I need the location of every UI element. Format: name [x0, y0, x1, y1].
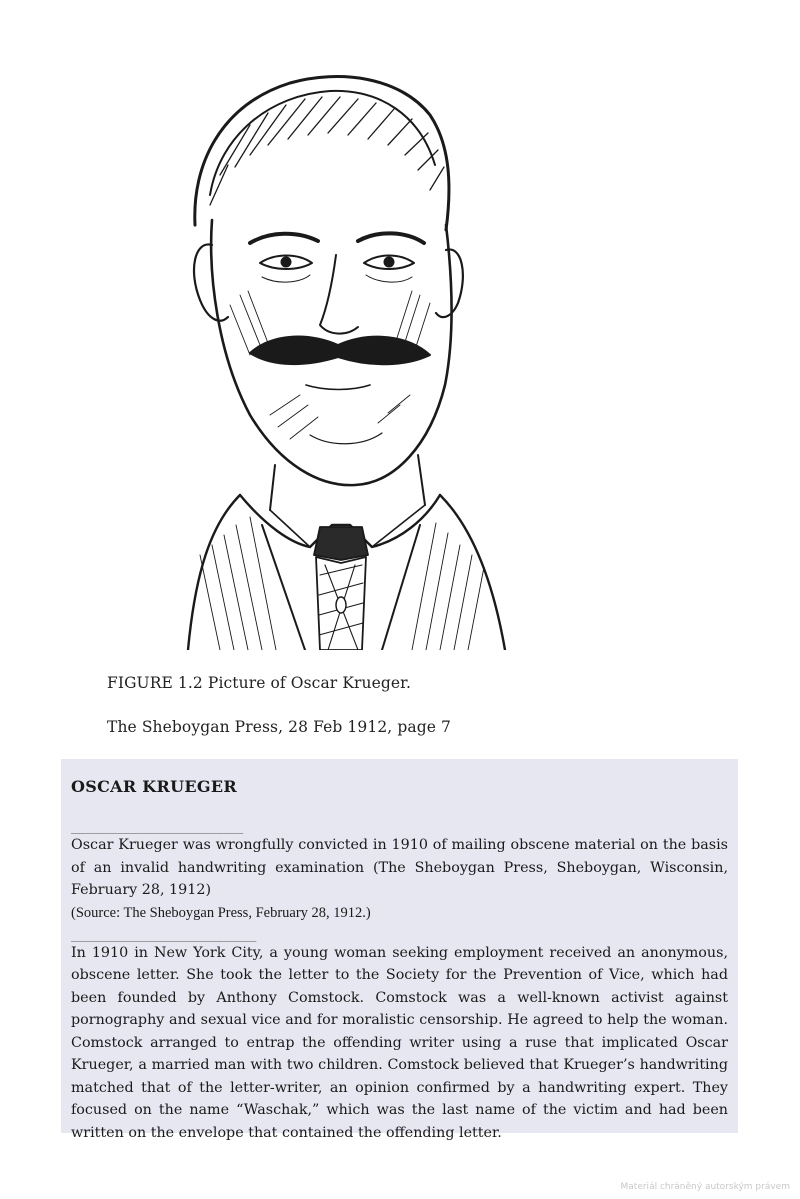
- paragraph-1: Oscar Krueger was wrongfully convicted in 1910 of mailing obscene material on the basis of an invalid handwriting examination (The Sheboygan Press, Sheboygan, Wisconsin, February 28, 1912): [71, 837, 728, 898]
- figure-source-line: The Sheboygan Press, 28 Feb 1912, page 7: [107, 718, 451, 736]
- source-note: (Source: The Sheboygan Press, February 28, 1912.): [71, 904, 371, 921]
- divider-2: ____________________________: [71, 929, 257, 942]
- divider-1: __________________________: [71, 822, 244, 834]
- oscar-krueger-portrait: [100, 55, 520, 650]
- copyright-watermark: Materiál chráněný autorským právem: [620, 1182, 790, 1192]
- sidebar-box: [61, 759, 738, 1141]
- paragraph-2: In 1910 in New York City, a young woman seeking employment received an anonymous, obscene letter. She took the letter to the Society for the Prevention of Vice, which had been founded by Anthony Comstock. Comstock was a well-known activist against pornography and sexual vice and for moralistic censorship. He agreed to help the woman. Comstock arranged to entrap the offending writer using a ruse that implicated Oscar Krueger, a married man with two children. Comstock believed that Krueger’s handwriting matched that of the letter-writer, an opinion confirmed by a handwriting expert. They focused on the name “Waschak,” which was the last name of the victim and had been written on the envelope that contained the offending letter.: [71, 944, 728, 1141]
- box-title: OSCAR KRUEGER: [71, 777, 237, 796]
- figure-caption: FIGURE 1.2 Picture of Oscar Krueger.: [107, 674, 411, 692]
